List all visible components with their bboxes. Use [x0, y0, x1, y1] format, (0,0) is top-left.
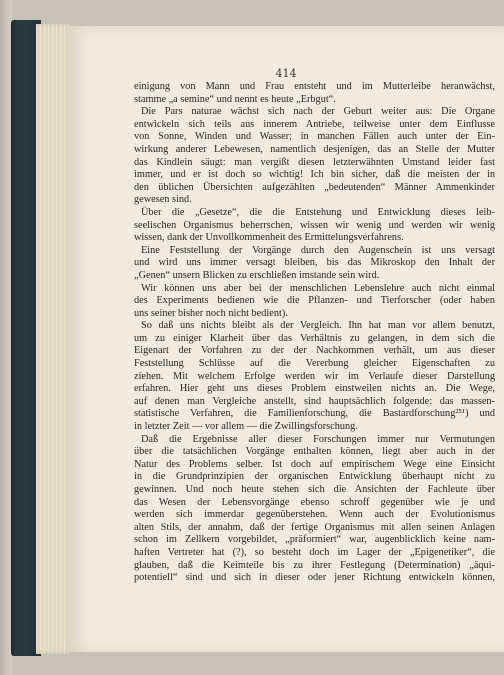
page-edges: [36, 24, 72, 654]
text-line: Daß die Ergebnisse aller dieser Forschungen immer nur Vermutungen: [141, 433, 495, 445]
text-line: alten Stils, der annahm, daß der fertige Organismus mit allen seinen Anlagen: [134, 521, 495, 533]
page-number: 414: [275, 67, 297, 80]
text-line: Eine Feststellung der Vorgänge durch den Augenschein ist uns versagt: [141, 244, 495, 256]
text-line: potentiell“ sind und sich in dieser oder jener Richtung entwickeln können,: [134, 572, 495, 584]
text-line: statistische Verfahren, die Familienforschung, die Bastardforschung²⁵¹) und: [134, 408, 495, 420]
text-line: entwickeln sich teils aus innerem Antriebe, teilweise unter dem Einflusse: [134, 118, 495, 130]
text-line: ziehen. Mit welchem Erfolge werden wir im Verlaufe dieser Darstellung: [134, 370, 495, 382]
text-line: seelischen Organismus beherrschen, wissen wir wenig und werden wir wenig: [134, 219, 495, 231]
text-line: werden sich immerdar gegenüberstehen. Wenn auch der Evolutionismus: [134, 509, 495, 521]
text-line: Feststellung Schlüsse auf die Vererbung gleicher Eigenschaften zu: [134, 358, 495, 370]
text-line: immer, und er ist doch so wichtig! Ich bin sicher, daß die meisten der in: [134, 169, 495, 181]
text-line: Natur des Problems selber. Ist doch auf empirischem Wege eine Einsicht: [134, 458, 495, 470]
text-line: in die Grundprinzipien der organischen Entwicklung überhaupt nicht zu: [134, 471, 495, 483]
text-line: „Genen“ unsern Blicken zu erschließen imstande sein wird.: [134, 269, 380, 281]
text-line: Eigenart der Vorfahren zu der der Nachkommen verhält, um aus dieser: [134, 345, 495, 357]
text-line: glauben, daß die Keimteile bis zu ihrer Festlegung (Determination) „äqui-: [134, 559, 495, 571]
text-line: wissen, dank der Unvollkommenheit des Ermittelungsverfahrens.: [134, 232, 404, 244]
text-line: So daß uns nichts bleibt als der Vergleich. Ihn hat man vor allem benutzt,: [141, 320, 495, 332]
text-line: wirkung anderer Lebewesen, namentlich desjenigen, das an Stelle der Mutter: [134, 143, 495, 155]
text-line: einigung von Mann und Frau entsteht und im Mutterleibe heranwächst,: [134, 81, 495, 92]
text-line: schon im Zellkern vorgebildet, „präformiert“ war, augenblicklich keine nam-: [134, 534, 495, 546]
text-line: Wir können uns aber bei der menschlichen Lebenslehre auch nicht einmal: [141, 282, 495, 294]
text-line: den üblichen Übersichten aufgezählten „bedeutenden“ Männer Ammenkinder: [134, 181, 495, 193]
text-line: um zu einiger Klarheit über das Verhältnis zu gelangen, in dem sich die: [134, 332, 495, 344]
text-line: stamme „a semine“ und nennt es heute „Erbgut“.: [134, 93, 336, 105]
text-line: das Kindlein säugt: man vergißt diesen letzterwähnten Umstand leider fast: [134, 156, 495, 168]
text-line: gewesen sind.: [134, 194, 192, 206]
text-line: über die tatsächlichen Vorgänge enthalten können, liegt aber auch in der: [134, 446, 495, 458]
text-line: uns seiner bisher noch nicht bedient).: [134, 307, 288, 319]
text-line: auf denen man Vergleiche anstellt, sind hauptsächlich folgende: das massen-: [134, 395, 495, 407]
text-line: des Experiments bedienen wie die Pflanzen- und Tierforscher (oder haben: [134, 295, 495, 307]
book-page: [68, 26, 504, 652]
text-line: von Sonne, Winden und Wasser; in manchen Fällen auch unter der Ein-: [134, 131, 495, 143]
text-line: in letzter Zeit — vor allem — die Zwillingsforschung.: [134, 421, 358, 433]
text-line: gewinnen. Und noch heute stehen sich die Ansichten der Fachleute über: [134, 484, 495, 495]
text-line: erfahren. Hier geht uns dieses Problem einstweilen nichts an. Die Wege,: [134, 383, 495, 395]
body-text: [134, 81, 495, 585]
text-line: Die Pars naturae wächst sich nach der Geburt weiter aus: Die Organe: [141, 106, 495, 118]
text-line: haften Vertreter hat (?), so besteht doch im Lager der „Epigenetiker“, die: [134, 546, 495, 558]
text-line: Über die „Gesetze“, die die Entstehung und Entwicklung dieses leib-: [141, 206, 495, 218]
text-line: und wird uns immer versagt bleiben, bis das Mikroskop den Inhalt der: [134, 257, 495, 269]
text-line: das Wesen der Lebensvorgänge ebenso schroff gegenüber wie je und: [134, 496, 495, 508]
